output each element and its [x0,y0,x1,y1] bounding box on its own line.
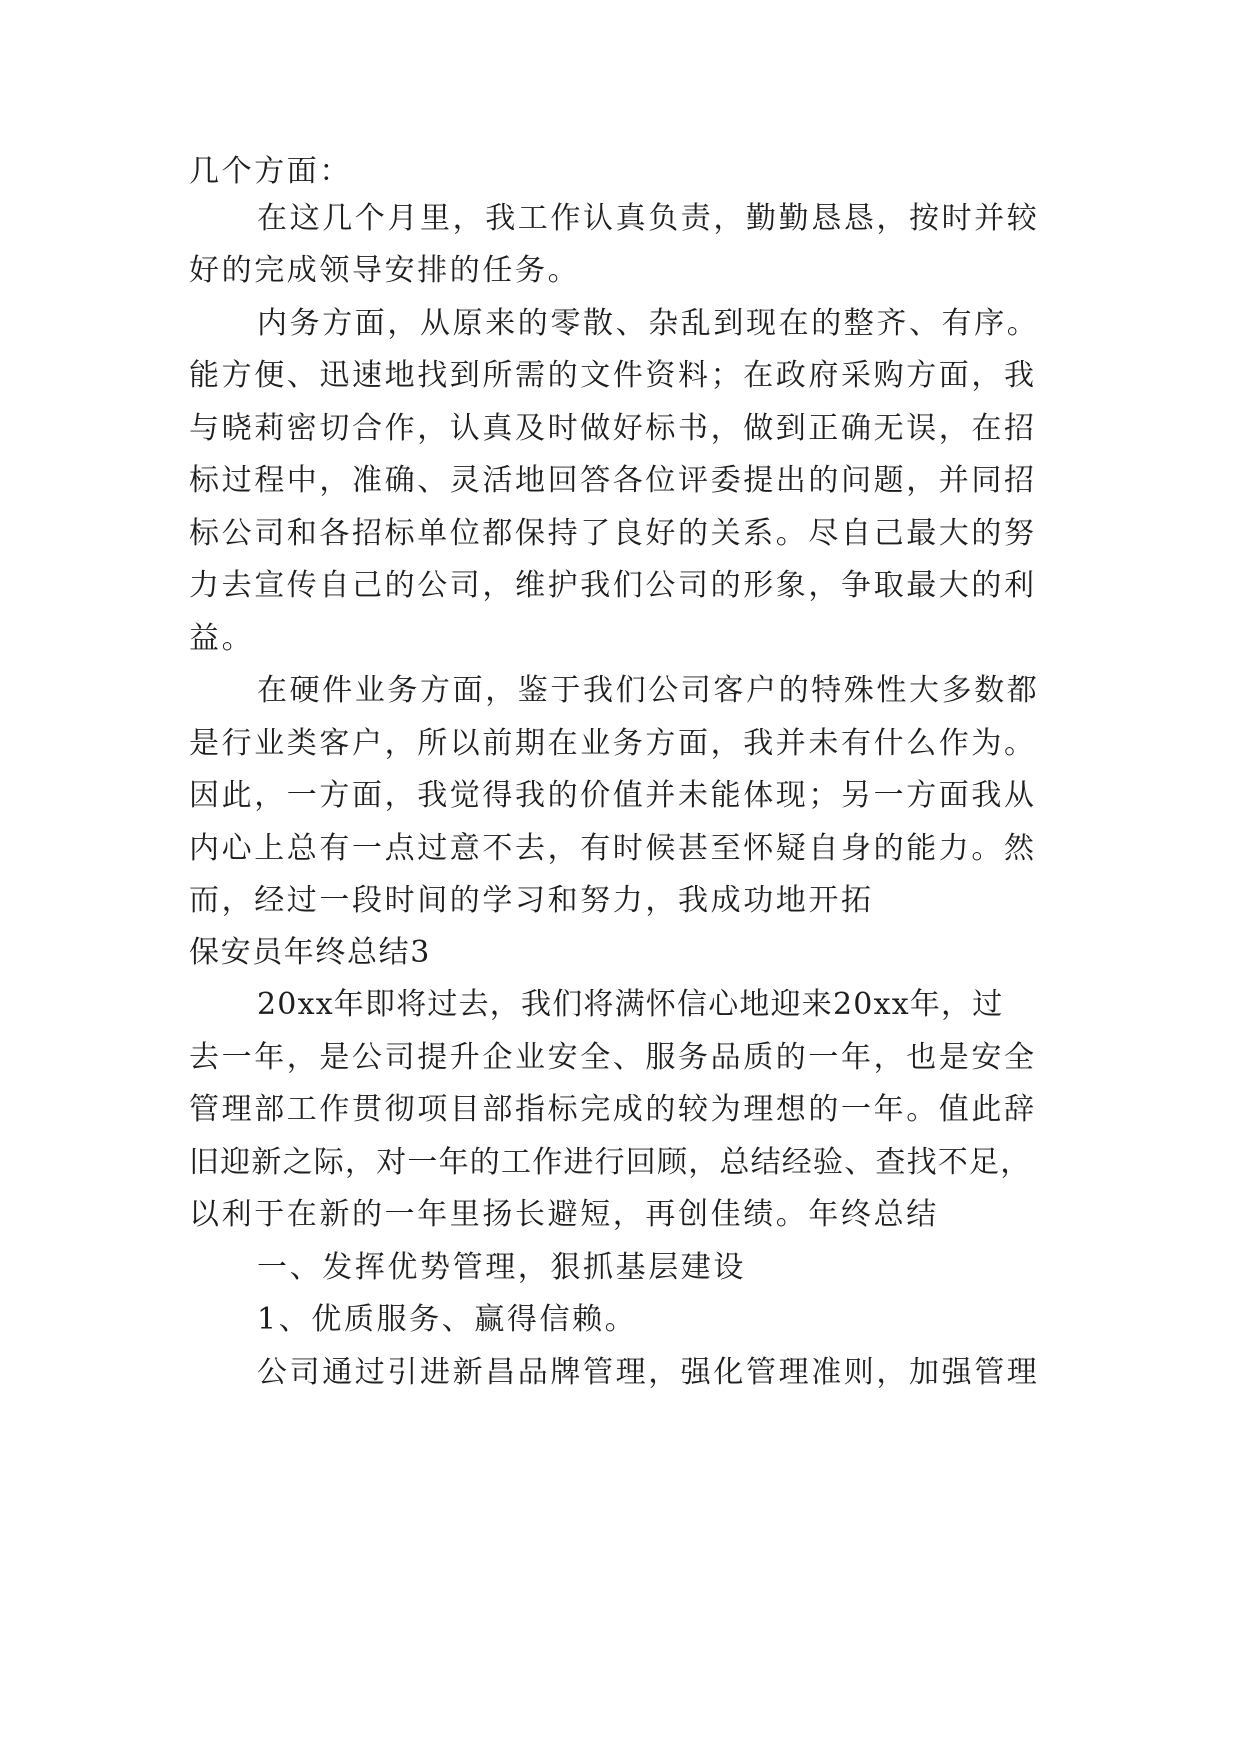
text-line-9: 力去宣传自己的公司，维护我们公司的形象，争取最大的利 [189,568,1037,603]
text-line-10: 益。 [189,621,255,656]
subheading-1: 一、发挥优势管理，狠抓基层建设 [257,1250,746,1285]
text-line-19: 旧迎新之际，对一年的工作进行回顾，总结经验、查找不足， [189,1145,1032,1180]
text-line-17: 去一年，是公司提升企业安全、服务品质的一年，也是安全 [189,1040,1037,1075]
text-line-4: 内务方面，从原来的零散、杂乱到现在的整齐、有序。 [257,306,1040,341]
text-line-3: 好的完成领导安排的任务。 [189,253,581,288]
text-line-20: 以利于在新的一年里扬长避短，再创佳绩。年终总结 [189,1197,939,1232]
text-line-2: 在这几个月里，我工作认真负责，勤勤恳恳，按时并较 [257,201,1040,236]
text-line-5: 能方便、迅速地找到所需的文件资料；在政府采购方面，我 [189,358,1037,393]
text-line-8: 标公司和各招标单位都保持了良好的关系。尽自己最大的努 [189,516,1037,551]
text-line-12: 是行业类客户，所以前期在业务方面，我并未有什么作为。 [189,726,1037,761]
text-line-7: 标过程中，准确、灵活地回答各位评委提出的问题，并同招 [189,463,1037,498]
text-line-14: 内心上总有一点过意不去，有时候甚至怀疑自身的能力。然 [189,831,1037,866]
text-line-15: 而，经过一段时间的学习和努力，我成功地开拓 [189,883,874,918]
text-line-6: 与晓莉密切合作，认真及时做好标书，做到正确无误，在招 [189,411,1037,446]
text-line-11: 在硬件业务方面，鉴于我们公司客户的特殊性大多数都 [257,673,1040,708]
text-line-1: 几个方面： [189,154,352,189]
text-line-18: 管理部工作贯彻项目部指标完成的较为理想的一年。值此辞 [189,1092,1037,1127]
list-item-1: 1、优质服务、赢得信赖。 [257,1302,638,1337]
text-line-16: 20xx年即将过去，我们将满怀信心地迎来20xx年，过 [257,987,1004,1022]
text-line-13: 因此，一方面，我觉得我的价值并未能体现；另一方面我从 [189,778,1037,813]
text-line-21: 公司通过引进新昌品牌管理，强化管理准则，加强管理 [257,1355,1040,1390]
section-heading: 保安员年终总结3 [189,935,431,970]
